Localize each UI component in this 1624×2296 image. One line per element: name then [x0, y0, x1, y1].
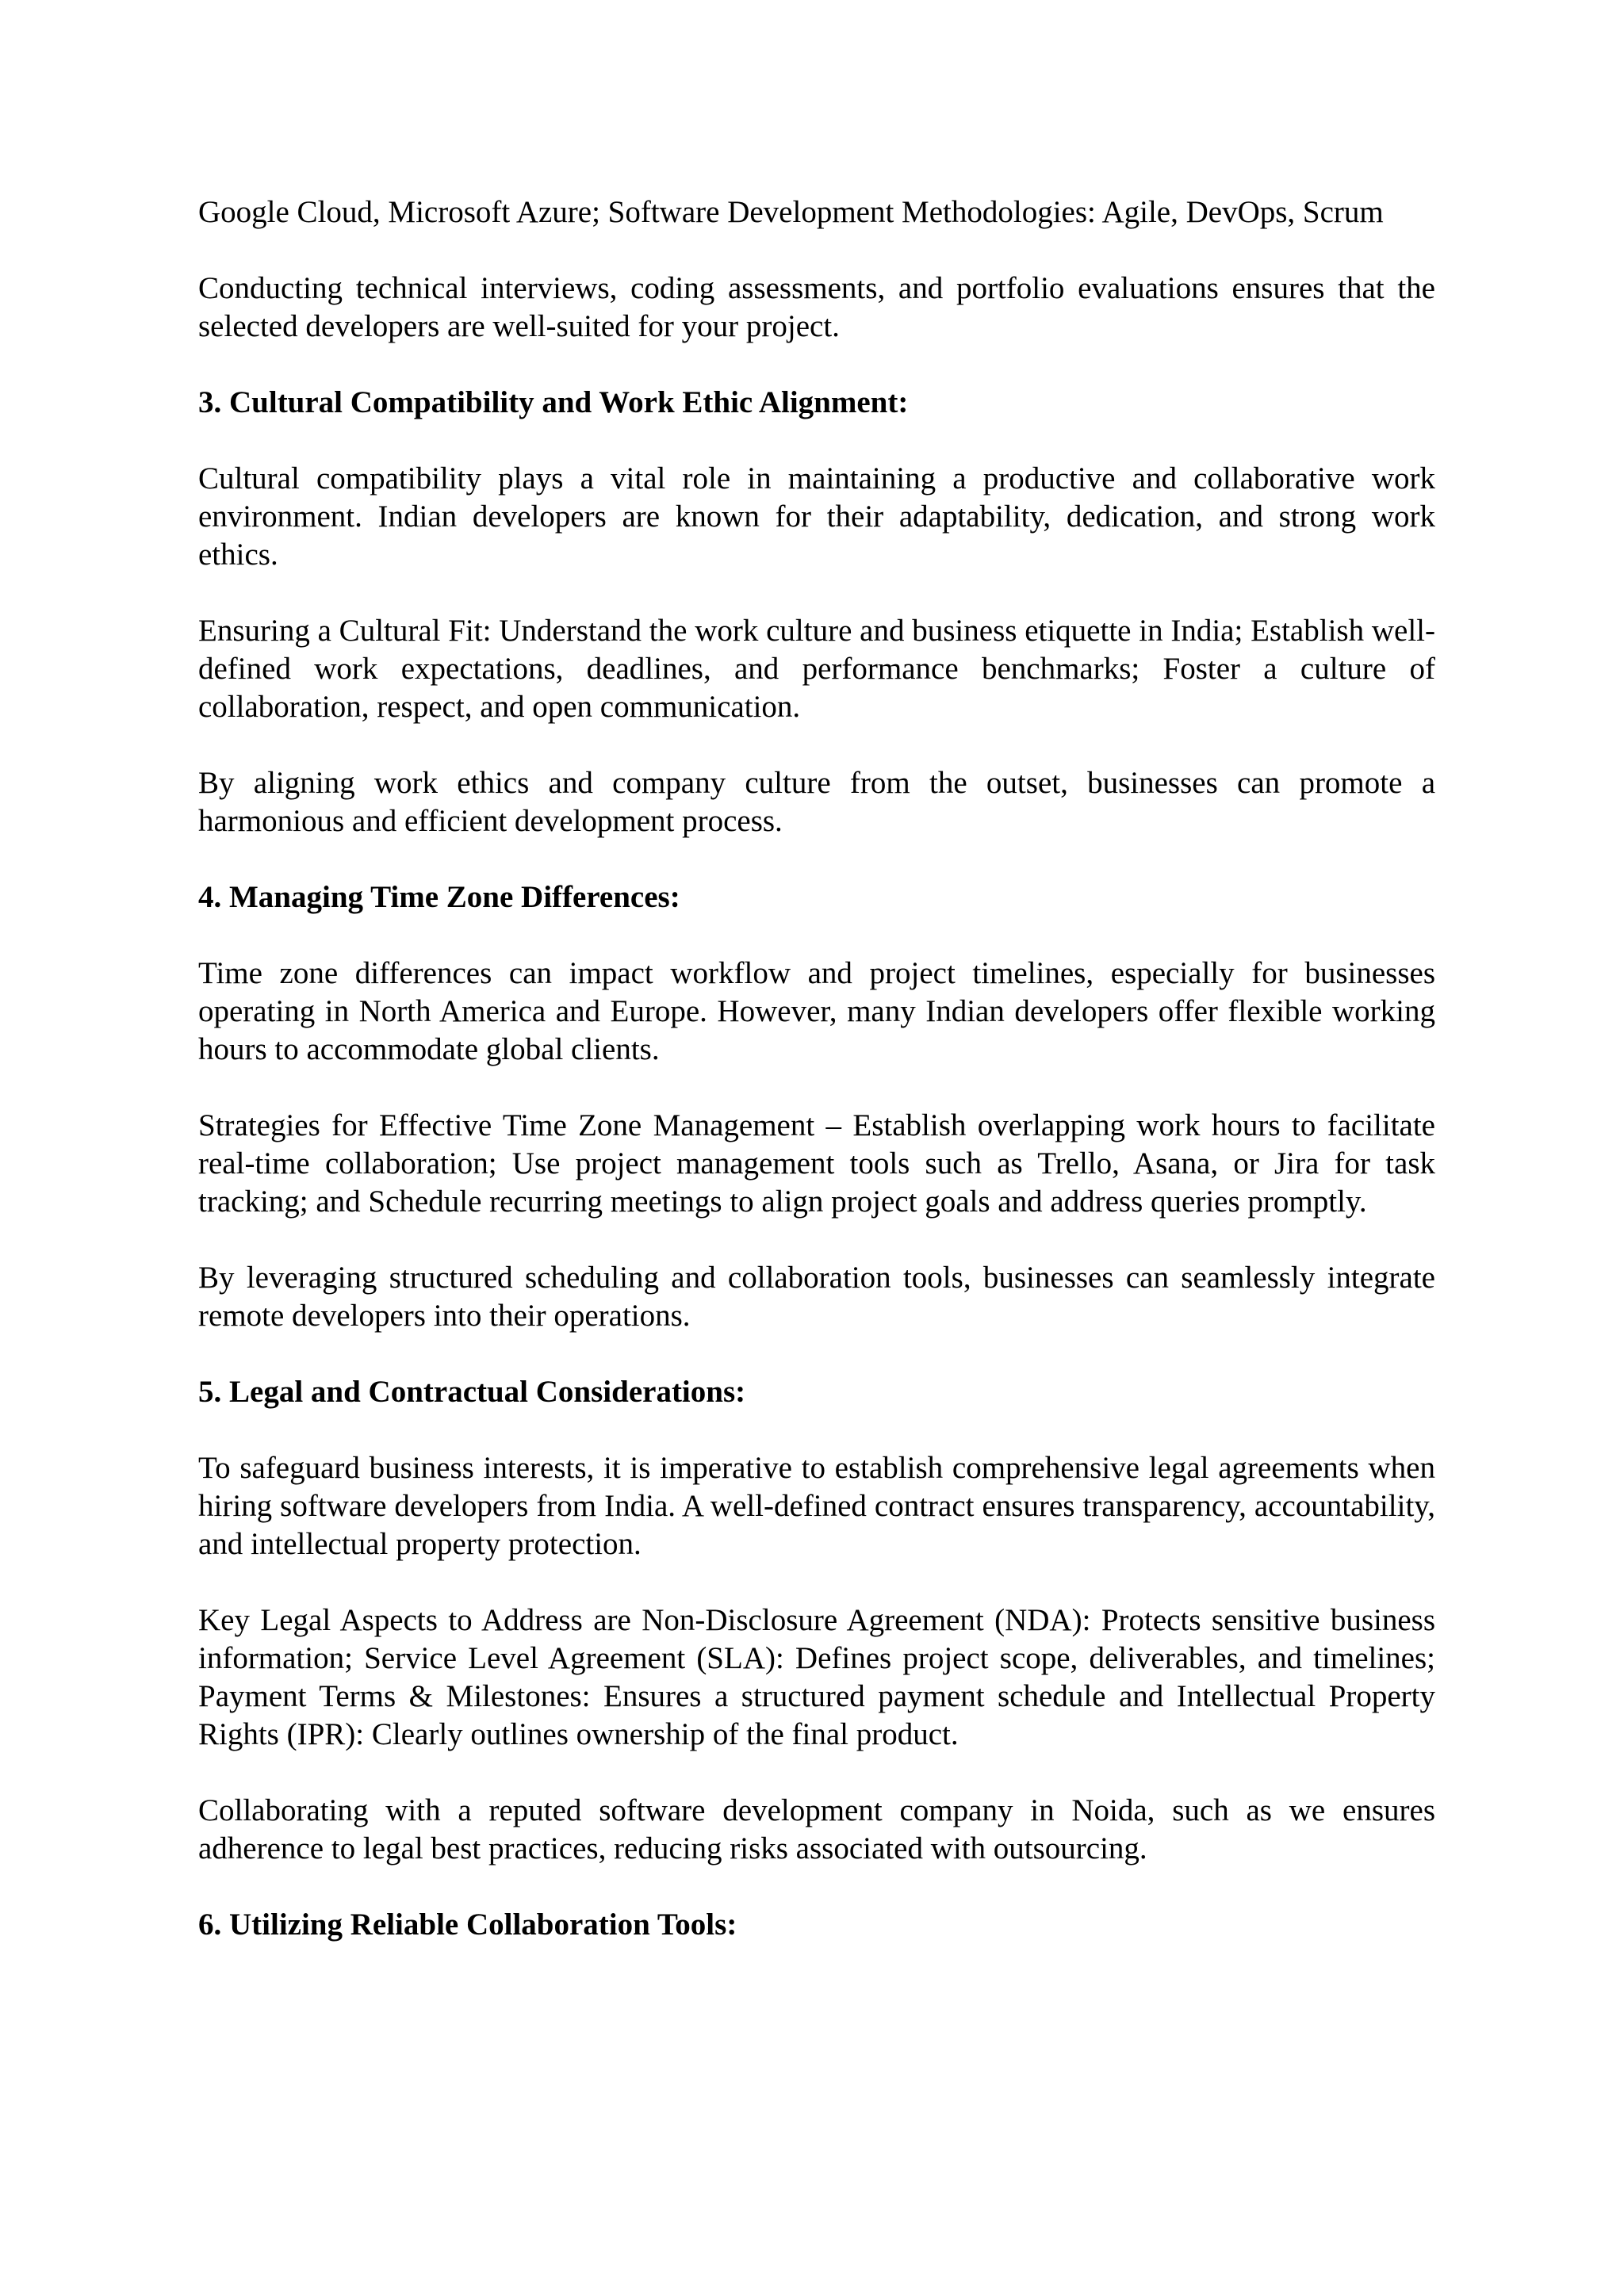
paragraph-key-legal-aspects: Key Legal Aspects to Address are Non-Disclosure Agreement (NDA): Protects sensitive business information; Service Level Agreement (SLA): Defines project scope, deliverables, and timelines; Payment Terms & Milestones: Ensures a structured payment schedule and Intellectual Property Rights (IPR): Clearly outlines ownership of the final product. — [198, 1603, 1435, 1751]
heading-time-zones: 4. Managing Time Zone Differences: — [198, 880, 680, 914]
paragraph-legal-agreements: To safeguard business interests, it is imperative to establish comprehensive legal agreements when hiring software developers from India. A well-defined contract ensures transparency, accountability, and intellectual property protection. — [198, 1451, 1435, 1561]
paragraph-technical-interviews: Conducting technical interviews, coding assessments, and portfolio evaluations ensures that the selected developers are well-suited for your project. — [198, 271, 1435, 343]
paragraph-scheduling-tools: By leveraging structured scheduling and collaboration tools, businesses can seamlessly integrate remote developers into their operations. — [198, 1261, 1435, 1333]
paragraph-noida-collaboration: Collaborating with a reputed software development company in Noida, such as we ensures adherence to legal best practices, reducing risks associated with outsourcing. — [198, 1793, 1435, 1866]
document-body — [198, 193, 1435, 1982]
paragraph-cultural-fit: Ensuring a Cultural Fit: Understand the work culture and business etiquette in India; Establish well-defined work expectations, deadlines, and performance benchmarks; Foster a culture of collaboration, respect, and open communication. — [198, 614, 1435, 724]
heading-legal-considerations: 5. Legal and Contractual Considerations: — [198, 1375, 746, 1409]
paragraph-time-zone-strategies: Strategies for Effective Time Zone Management – Establish overlapping work hours to facilitate real-time collaboration; Use project management tools such as Trello, Asana, or Jira for task tracking; and Schedule recurring meetings to align project goals and address queries promptly. — [198, 1108, 1435, 1219]
paragraph-cultural-compatibility: Cultural compatibility plays a vital role in maintaining a productive and collaborative work environment. Indian developers are known for their adaptability, dedication, and strong work ethics. — [198, 461, 1435, 572]
heading-collaboration-tools: 6. Utilizing Reliable Collaboration Tools: — [198, 1908, 737, 1942]
paragraph-cloud-platforms: Google Cloud, Microsoft Azure; Software Development Methodologies: Agile, DevOps, Scrum — [198, 195, 1384, 229]
paragraph-time-zone-differences: Time zone differences can impact workflow and project timelines, especially for businesses operating in North America and Europe. However, many Indian developers offer flexible working hours to accommodate global clients. — [198, 956, 1435, 1066]
heading-cultural-compatibility: 3. Cultural Compatibility and Work Ethic Alignment: — [198, 385, 909, 419]
paragraph-work-ethics: By aligning work ethics and company culture from the outset, businesses can promote a harmonious and efficient development process. — [198, 766, 1435, 838]
